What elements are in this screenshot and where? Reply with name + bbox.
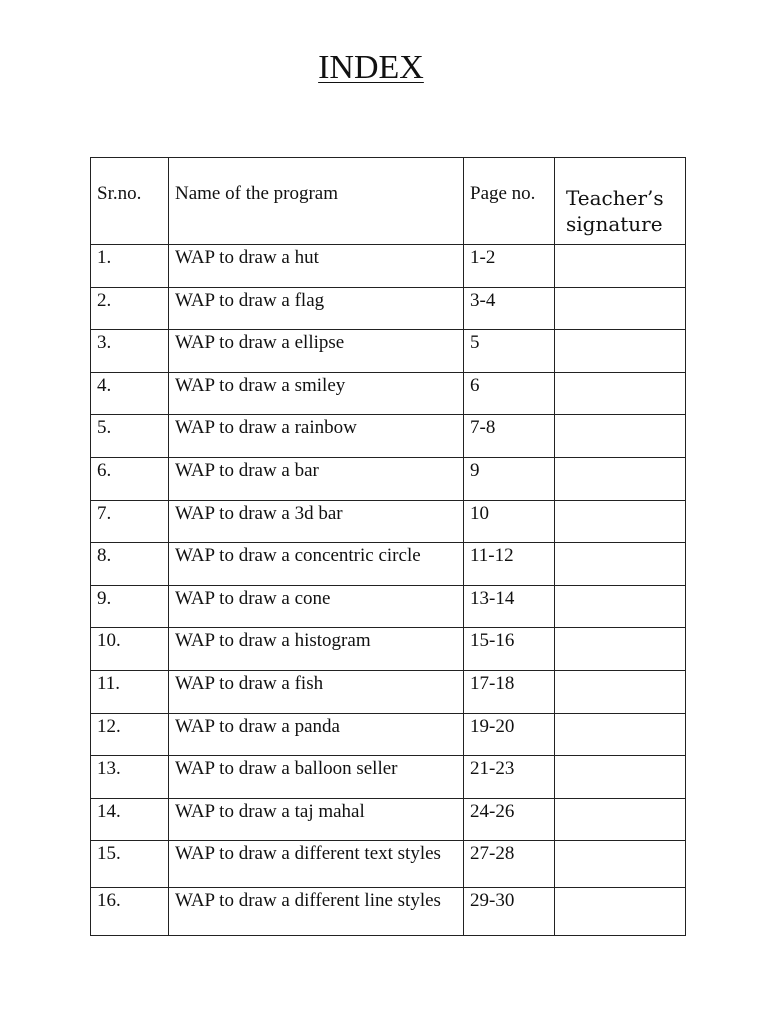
- cell-page-no: 27-28: [464, 841, 555, 888]
- table-row: [91, 888, 686, 936]
- table-header-row: [91, 158, 686, 245]
- table-row: [91, 330, 686, 373]
- cell-sr-no: 8.: [91, 543, 169, 586]
- table-row: [91, 628, 686, 671]
- cell-program-name: WAP to draw a histogram: [169, 628, 464, 671]
- cell-sr-no: 2.: [91, 287, 169, 330]
- cell-signature: [555, 415, 686, 458]
- cell-page-no: 17-18: [464, 670, 555, 713]
- cell-program-name: WAP to draw a flag: [169, 287, 464, 330]
- cell-signature: [555, 841, 686, 888]
- table-row: [91, 245, 686, 288]
- cell-program-name: WAP to draw a different line styles: [169, 888, 464, 936]
- cell-program-name: WAP to draw a smiley: [169, 372, 464, 415]
- table-row: [91, 756, 686, 799]
- header-program-name: Name of the program: [169, 158, 464, 245]
- cell-signature: [555, 543, 686, 586]
- cell-signature: [555, 888, 686, 936]
- cell-sr-no: 12.: [91, 713, 169, 756]
- page-title: INDEX: [318, 49, 424, 86]
- cell-page-no: 29-30: [464, 888, 555, 936]
- cell-sr-no: 9.: [91, 585, 169, 628]
- cell-sr-no: 3.: [91, 330, 169, 373]
- cell-sr-no: 13.: [91, 756, 169, 799]
- cell-sr-no: 14.: [91, 798, 169, 841]
- cell-signature: [555, 756, 686, 799]
- cell-signature: [555, 245, 686, 288]
- table-row: [91, 670, 686, 713]
- cell-signature: [555, 500, 686, 543]
- cell-program-name: WAP to draw a cone: [169, 585, 464, 628]
- cell-program-name: WAP to draw a rainbow: [169, 415, 464, 458]
- table-row: [91, 585, 686, 628]
- table-row: [91, 415, 686, 458]
- table-row: [91, 543, 686, 586]
- cell-sr-no: 4.: [91, 372, 169, 415]
- cell-program-name: WAP to draw a ellipse: [169, 330, 464, 373]
- cell-program-name: WAP to draw a different text styles: [169, 841, 464, 888]
- cell-signature: [555, 585, 686, 628]
- cell-page-no: 15-16: [464, 628, 555, 671]
- table-row: [91, 713, 686, 756]
- cell-program-name: WAP to draw a taj mahal: [169, 798, 464, 841]
- cell-page-no: 1-2: [464, 245, 555, 288]
- cell-program-name: WAP to draw a bar: [169, 457, 464, 500]
- cell-sr-no: 15.: [91, 841, 169, 888]
- table-row: [91, 372, 686, 415]
- cell-signature: [555, 457, 686, 500]
- cell-page-no: 10: [464, 500, 555, 543]
- cell-page-no: 6: [464, 372, 555, 415]
- table-row: [91, 457, 686, 500]
- cell-signature: [555, 330, 686, 373]
- cell-signature: [555, 670, 686, 713]
- cell-page-no: 5: [464, 330, 555, 373]
- header-teacher-signature: Teacher’s signature: [555, 158, 686, 245]
- cell-page-no: 9: [464, 457, 555, 500]
- cell-page-no: 13-14: [464, 585, 555, 628]
- cell-page-no: 21-23: [464, 756, 555, 799]
- cell-sr-no: 5.: [91, 415, 169, 458]
- cell-signature: [555, 287, 686, 330]
- table-row: [91, 500, 686, 543]
- table-row: [91, 841, 686, 888]
- header-page-no: Page no.: [464, 158, 555, 245]
- header-sr-no: Sr.no.: [91, 158, 169, 245]
- cell-signature: [555, 798, 686, 841]
- table-row: [91, 287, 686, 330]
- cell-signature: [555, 628, 686, 671]
- cell-sr-no: 16.: [91, 888, 169, 936]
- index-table: [90, 157, 686, 936]
- cell-page-no: 3-4: [464, 287, 555, 330]
- cell-page-no: 19-20: [464, 713, 555, 756]
- cell-program-name: WAP to draw a 3d bar: [169, 500, 464, 543]
- cell-program-name: WAP to draw a panda: [169, 713, 464, 756]
- cell-program-name: WAP to draw a hut: [169, 245, 464, 288]
- table-row: [91, 798, 686, 841]
- cell-signature: [555, 713, 686, 756]
- cell-signature: [555, 372, 686, 415]
- cell-sr-no: 7.: [91, 500, 169, 543]
- cell-page-no: 7-8: [464, 415, 555, 458]
- cell-sr-no: 1.: [91, 245, 169, 288]
- cell-page-no: 24-26: [464, 798, 555, 841]
- cell-program-name: WAP to draw a concentric circle: [169, 543, 464, 586]
- cell-sr-no: 6.: [91, 457, 169, 500]
- cell-page-no: 11-12: [464, 543, 555, 586]
- cell-program-name: WAP to draw a fish: [169, 670, 464, 713]
- cell-program-name: WAP to draw a balloon seller: [169, 756, 464, 799]
- cell-sr-no: 10.: [91, 628, 169, 671]
- cell-sr-no: 11.: [91, 670, 169, 713]
